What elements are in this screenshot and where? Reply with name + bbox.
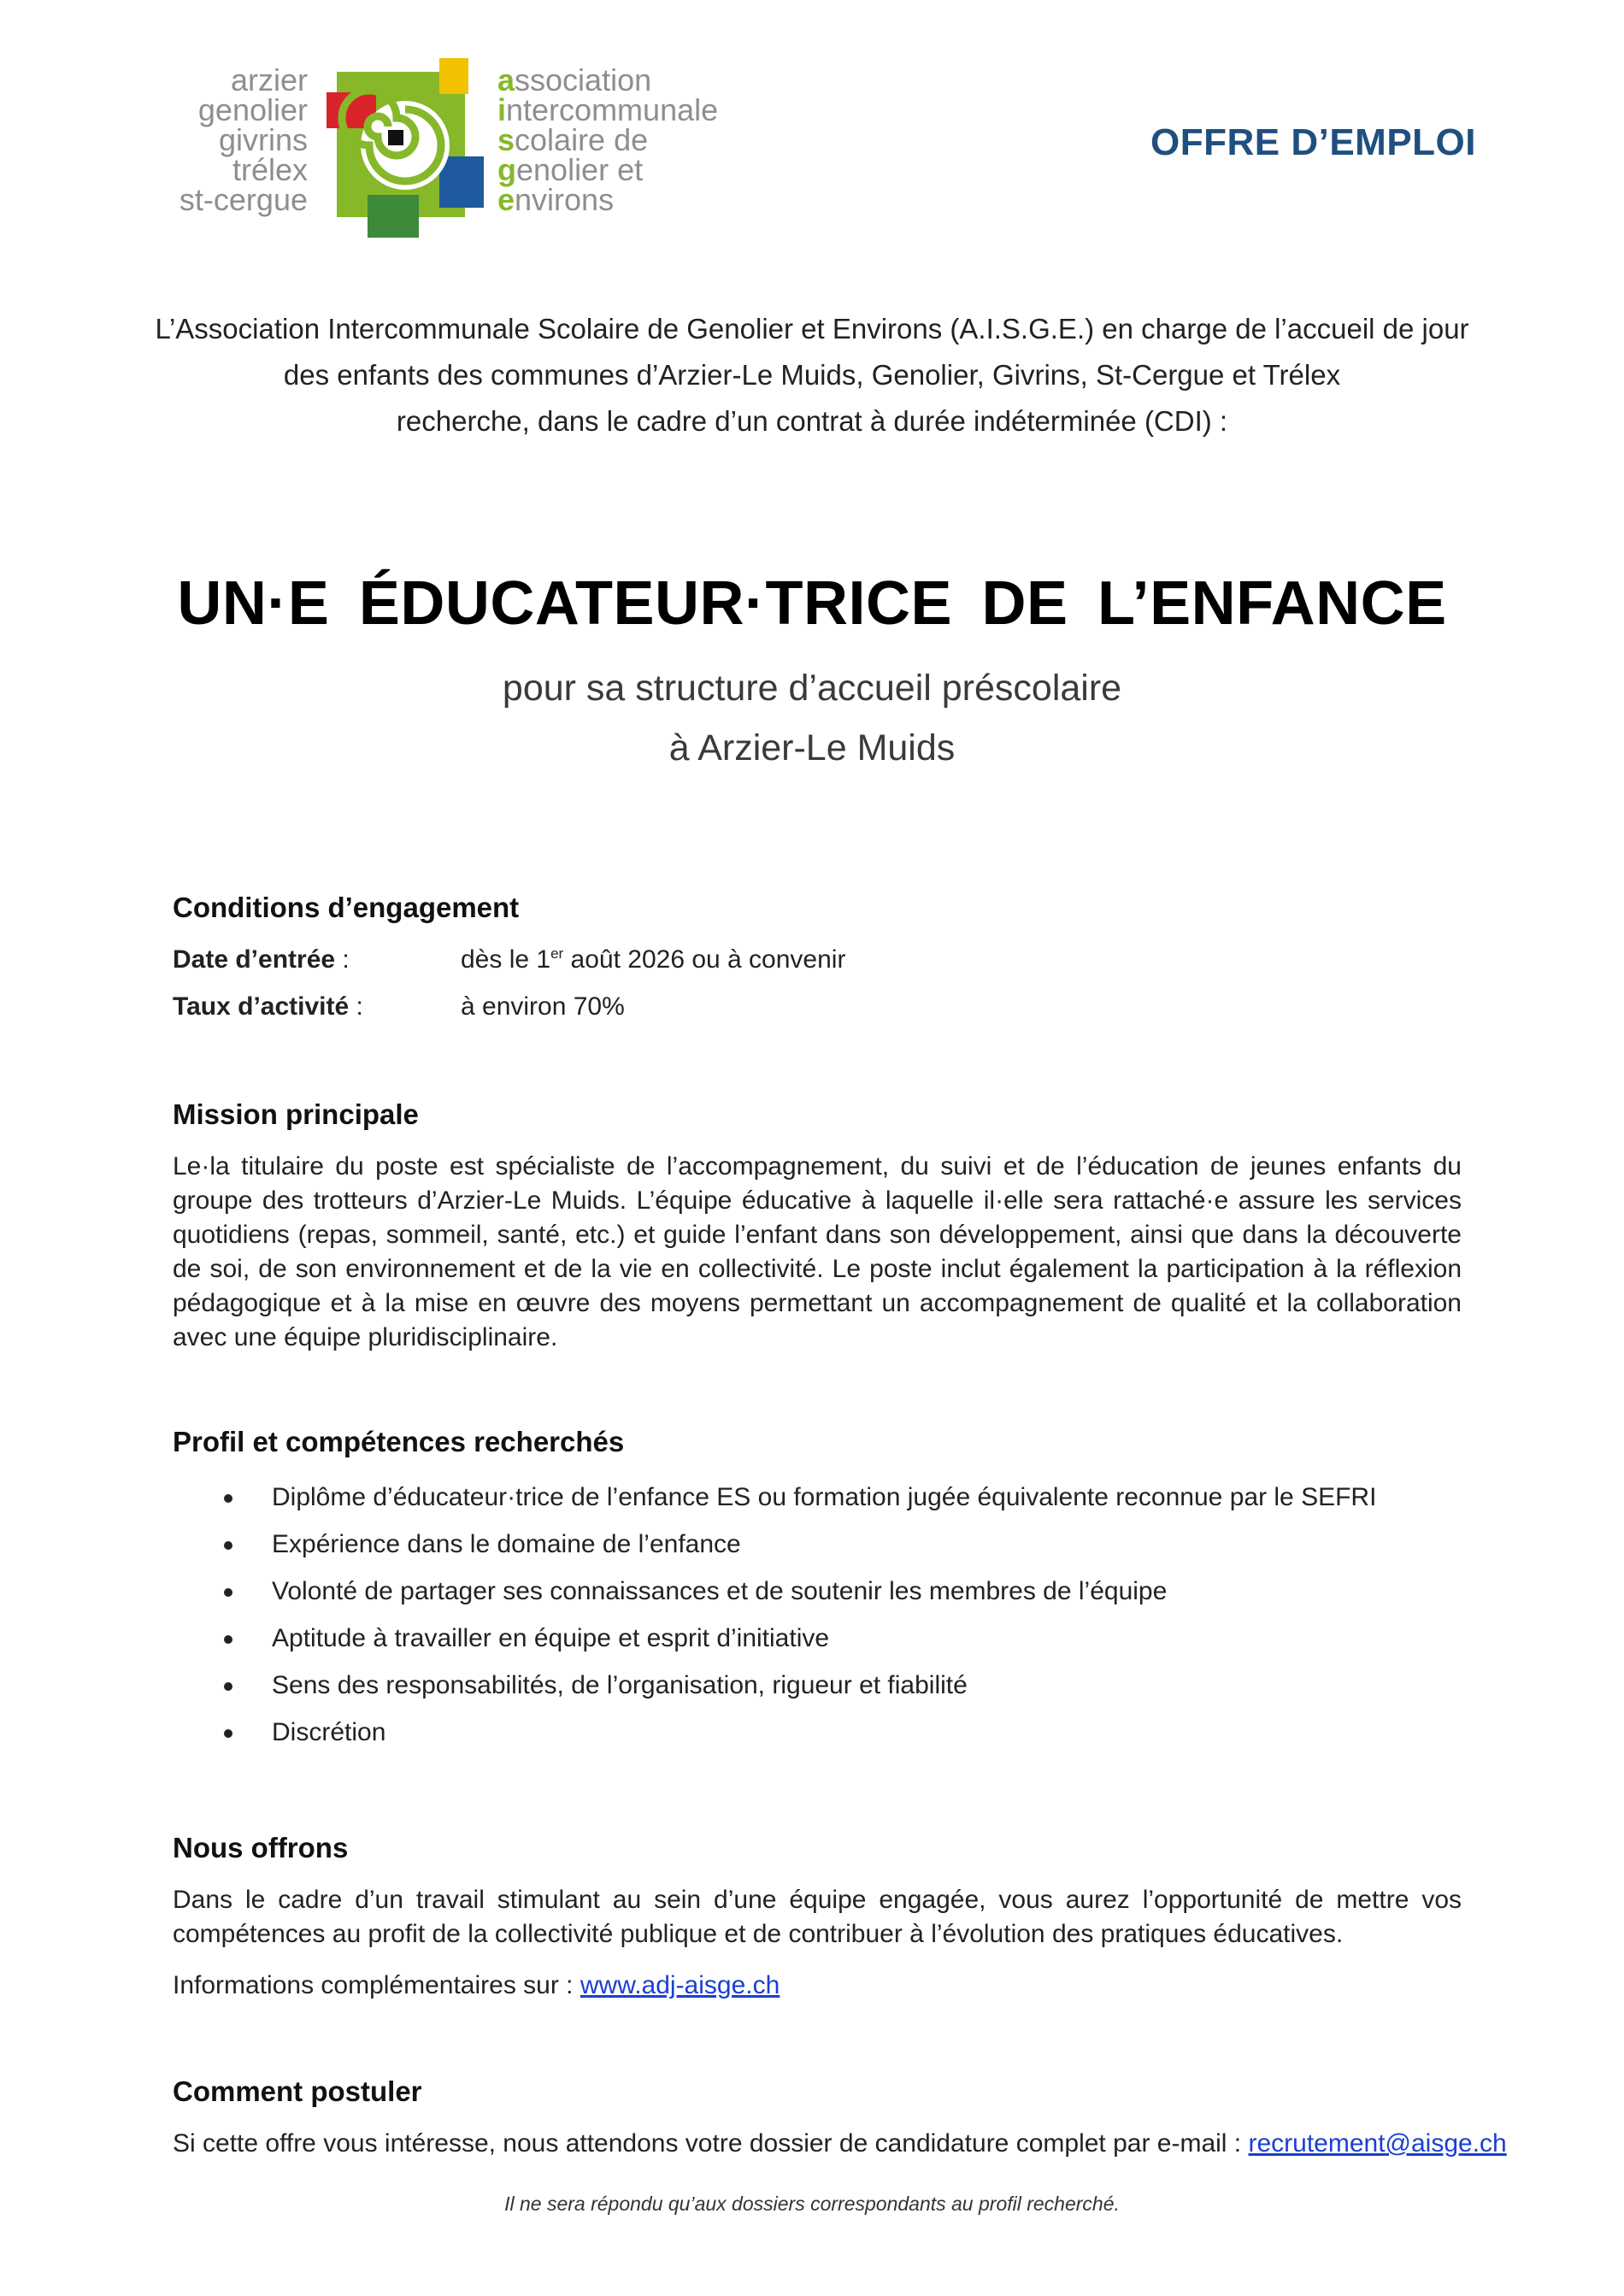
activity-rate-row: [173, 992, 625, 1021]
job-subtitle: [0, 658, 1624, 778]
start-date-value: dès le 1er août 2026 ou à convenir: [461, 945, 846, 974]
email-link[interactable]: recrutement@aisge.ch: [1248, 2129, 1507, 2158]
offer-heading: Nous offrons: [173, 1832, 349, 1863]
start-date-row: [173, 945, 845, 974]
list-item: Diplôme d’éducateur·trice de l’enfance ES ou formation jugée équivalente reconnue par le SEFRI: [224, 1481, 1376, 1528]
job-subtitle-line: à Arzier-Le Muids: [668, 727, 956, 768]
job-subtitle-line: pour sa structure d’accueil préscolaire: [502, 668, 1122, 709]
logo-association-name: [497, 62, 737, 217]
footnote: Il ne sera répondu qu’aux dossiers correspondants au profil recherché.: [504, 2193, 1120, 2215]
mission-heading: Mission principale: [173, 1098, 419, 1130]
bullet-icon: [224, 1729, 232, 1738]
bullet-icon: [224, 1682, 232, 1691]
offer-text: Dans le cadre d’un travail stimulant au sein d’une équipe engagée, vous aurez l’opportunité de mettre vos compétences au profit de la collectivité publique et de contribuer à l’évolution des pratiques éducatives.: [173, 1886, 1462, 1948]
bullet-icon: [224, 1541, 232, 1550]
logo-name-line: genolier et: [497, 152, 644, 187]
mission-text: Le·la titulaire du poste est spécialiste de l’accompagnement, du suivi et de l’éducation de jeunes enfants du groupe des trotteurs d’Arzier-Le Muids. L’équipe éducative à laquelle il·elle sera rattaché·e assure les services quotidiens (repas, sommeil, santé, etc.) et guide l’enfant dans son développement, ainsi que dans la découverte de soi, de son environnement et de la vie en collectivité. Le poste inclut également la participation à la réflexion pédagogique et à la mise en œuvre des moyens permettant un accompagnement de qualité et la collaboration avec une équipe pluridisciplinaire.: [173, 1152, 1462, 1351]
logo-commune: givrins: [218, 122, 308, 157]
list-item: Sens des responsabilités, de l’organisation, rigueur et fiabilité: [224, 1669, 1376, 1716]
logo-commune: arzier: [230, 62, 308, 97]
logo-commune: st-cergue: [179, 182, 308, 217]
job-title: UN·E ÉDUCATEUR·TRICE DE L’ENFANCE: [177, 569, 1447, 638]
logo-name-line: intercommunale: [497, 92, 719, 127]
list-item: Aptitude à travailler en équipe et esprit d’initiative: [224, 1622, 1376, 1669]
profile-heading: Profil et compétences recherchés: [173, 1426, 625, 1457]
conditions-heading: Conditions d’engagement: [173, 892, 520, 923]
logo-name-line: association: [497, 62, 652, 97]
bullet-icon: [224, 1588, 232, 1597]
intro-line: des enfants des communes d’Arzier-Le Muids, Genolier, Givrins, St-Cergue et Trélex: [283, 359, 1341, 391]
offer-title: OFFRE D’EMPLOI: [1150, 121, 1476, 163]
logo-commune: genolier: [197, 92, 308, 127]
bullet-icon: [224, 1494, 232, 1503]
info-line: Informations complémentaires sur : www.adj-aisge.ch: [173, 1971, 780, 1999]
list-item: Discrétion: [224, 1716, 1376, 1763]
apply-text: Si cette offre vous intéresse, nous attendons votre dossier de candidature complet par e-mail : recrutement@aisge.ch: [173, 2129, 1507, 2158]
logo-name-line: scolaire de: [497, 122, 649, 157]
website-link[interactable]: www.adj-aisge.ch: [580, 1971, 780, 1999]
apply-heading: Comment postuler: [173, 2075, 422, 2107]
bullet-icon: [224, 1635, 232, 1644]
logo-commune: trélex: [232, 152, 308, 187]
list-item: Expérience dans le domaine de l’enfance: [224, 1528, 1376, 1575]
intro-line: L’Association Intercommunale Scolaire de Genolier et Environs (A.I.S.G.E.) en charge de l’accueil de jour: [155, 313, 1469, 344]
logo-communes: [171, 62, 308, 217]
activity-rate-label: Taux d’activité :: [173, 992, 363, 1021]
logo-mark-icon: [327, 58, 497, 238]
start-date-label: Date d’entrée :: [173, 945, 350, 974]
association-logo: [171, 58, 735, 242]
intro-line: recherche, dans le cadre d’un contrat à durée indéterminée (CDI) :: [396, 405, 1228, 437]
activity-rate-value: à environ 70%: [461, 992, 625, 1021]
intro-paragraph: [128, 306, 1496, 444]
logo-name-line: environs: [497, 182, 615, 217]
profile-list: [224, 1481, 1376, 1763]
list-item: Volonté de partager ses connaissances et de soutenir les membres de l’équipe: [224, 1575, 1376, 1622]
